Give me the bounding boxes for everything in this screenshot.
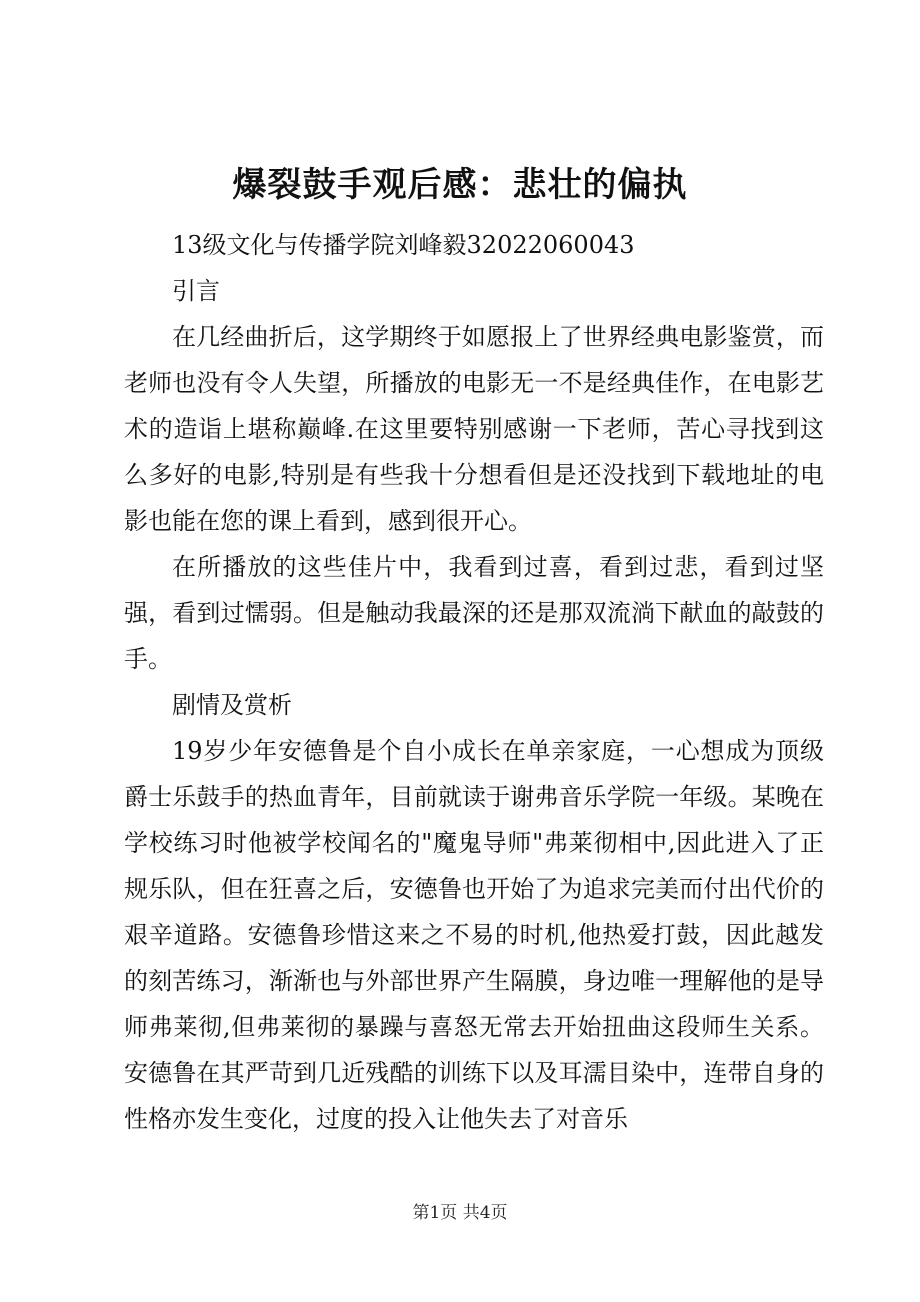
- page-footer: 第1页 共4页: [412, 1203, 508, 1223]
- section-heading-plot: 剧情及赏析: [172, 691, 292, 719]
- author-line: 13级文化与传播学院刘峰毅32022060043: [172, 231, 635, 259]
- section-heading-intro: 引言: [172, 277, 220, 305]
- paragraph-plot: 19岁少年安德鲁是个自小成长在单亲家庭，一心想成为顶级爵士乐鼓手的热血青年，目前就读于谢弗音乐学院一年级。某晚在学校练习时他被学校闻名的"魔鬼导师"弗莱彻相中,因此进入了正规乐队，但在狂喜之后，安德鲁也开始了为追求完美而付出代价的艰辛道路。安德鲁珍惜这来之不易的时机,他热爱打鼓，因此越发的刻苦练习，渐渐也与外部世界产生隔膜，身边唯一理解他的是导师弗莱彻,但弗莱彻的暴躁与喜怒无常去开始扭曲这段师生关系。安德鲁在其严苛到几近残酷的训练下以及耳濡目染中，连带自身的性格亦发生变化，过度的投入让他失去了对音乐: [124, 737, 824, 1133]
- paragraph-impression: 在所播放的这些佳片中，我看到过喜，看到过悲，看到过坚强，看到过懦弱。但是触动我最深的还是那双流淌下献血的敲鼓的手。: [124, 553, 824, 673]
- document-body: [124, 222, 824, 1142]
- document-title: 爆裂鼓手观后感：悲壮的偏执: [232, 165, 688, 205]
- paragraph-intro: 在几经曲折后，这学期终于如愿报上了世界经典电影鉴赏，而老师也没有令人失望，所播放的电影无一不是经典佳作，在电影艺术的造诣上堪称巅峰.在这里要特别感谢一下老师，苦心寻找到这么多好的电影,特别是有些我十分想看但是还没找到下载地址的电影也能在您的课上看到，感到很开心。: [124, 323, 824, 535]
